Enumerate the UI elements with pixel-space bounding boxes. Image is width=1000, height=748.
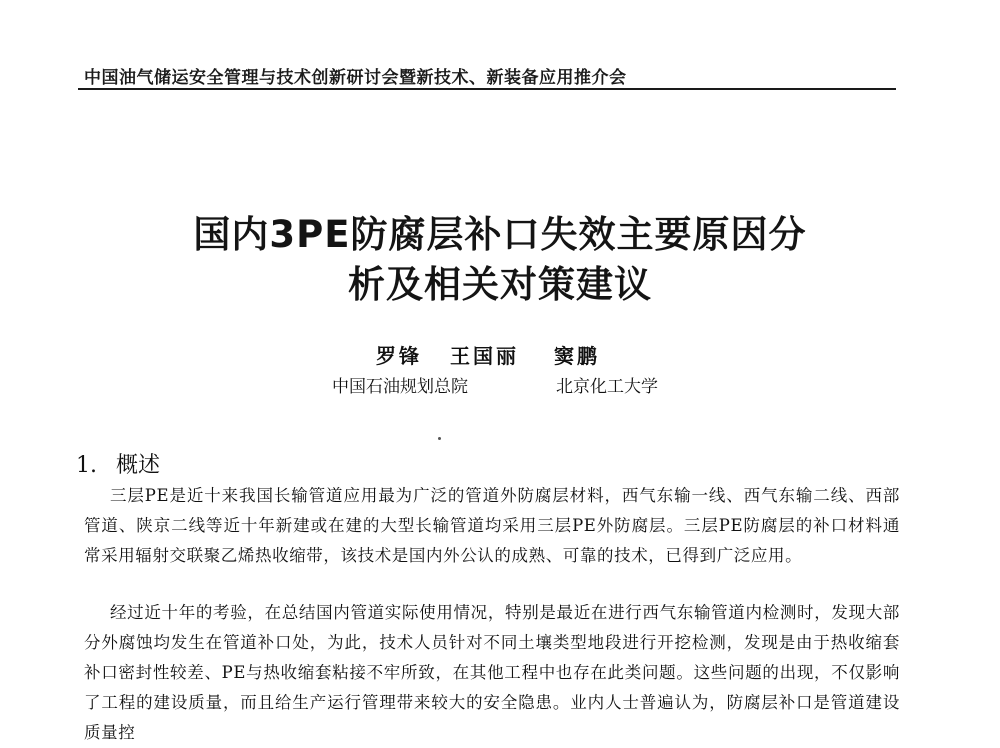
author-affiliation: 中国石油规划总院 — [332, 377, 468, 397]
paper-title-line-1: 国内3PE防腐层补口失效主要原因分 — [193, 213, 807, 256]
author-affiliation: 北京化工大学 — [556, 377, 658, 397]
paper-title-line-2: 析及相关对策建议 — [348, 263, 652, 306]
section-number: 1. — [76, 453, 97, 478]
author-name: 窦鹏 — [554, 344, 600, 368]
stray-mark — [438, 437, 441, 440]
section-heading — [76, 448, 160, 479]
body-paragraph: 三层PE是近十来我国长输管道应用最为广泛的管道外防腐层材料，西气东输一线、西气东输二线、西部管道、陕京二线等近十年新建或在建的大型长输管道均采用三层PE外防腐层。三层PE防腐层的补口材料通常采用辐射交联聚乙烯热收缩带，该技术是国内外公认的成熟、可靠的技术，已得到广泛应用。 — [84, 486, 900, 565]
header-rule — [78, 88, 896, 90]
body-paragraph: 经过近十年的考验，在总结国内管道实际使用情况，特别是最近在进行西气东输管道内检测时，发现大部分外腐蚀均发生在管道补口处，为此，技术人员针对不同土壤类型地段进行开挖检测，发现是由于热收缩套补口密封性较差、PE与热收缩套粘接不牢所致，在其他工程中也存在此类问题。这些问题的出现，不仅影响了工程的建设质量，而且给生产运行管理带来较大的安全隐患。业内人士普遍认为，防腐层补口是管道建设质量控 — [84, 603, 900, 742]
section-title: 概述 — [116, 453, 161, 478]
author-name: 王国丽 — [450, 344, 519, 368]
conference-header: 中国油气储运安全管理与技术创新研讨会暨新技术、新装备应用推介会 — [84, 68, 627, 88]
author-name: 罗锋 — [376, 344, 422, 368]
